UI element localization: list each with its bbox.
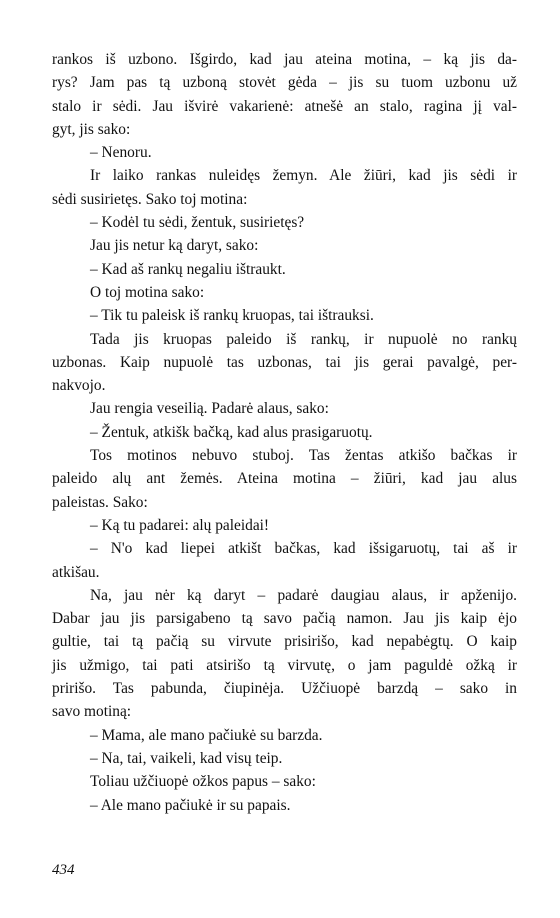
text-line: – Kad aš rankų negaliu ištraukt. xyxy=(90,260,286,278)
text-line: O toj motina sako: xyxy=(90,283,205,301)
text-line: stalo ir sėdi. Jau išvirė vakarienė: atnešė an stalo, ragina jį val- xyxy=(52,97,517,115)
text-line: paleido alų ant žemės. Ateina motina – žiūri, kad jau alus xyxy=(52,470,517,488)
text-line: – Mama, ale mano pačiukė su barzda. xyxy=(90,726,323,744)
text-line: Tos motinos nebuvo stuboj. Tas žentas atkišo bačkas ir xyxy=(90,447,517,465)
page-body xyxy=(52,48,517,817)
text-line: – Ale mano pačiukė ir su papais. xyxy=(90,796,291,814)
text-line: savo motiną: xyxy=(52,703,132,721)
text-line: Jau rengia veseilią. Padarė alaus, sako: xyxy=(90,400,329,418)
text-line: pririšo. Tas pabunda, čiupinėja. Užčiuopė barzdą – sako in xyxy=(52,680,517,698)
text-line: gultie, tai tą pačią su virvute prisirišo, kad nepabėgtų. O kaip xyxy=(52,633,517,651)
text-line: sėdi susirietęs. Sako toj motina: xyxy=(52,190,248,208)
text-line: Jau jis netur ką daryt, sako: xyxy=(90,237,259,255)
text-line: – Tik tu paleisk iš rankų kruopas, tai ištrauksi. xyxy=(90,307,374,325)
text-line: jis užmigo, tai pati atsirišo tą virvutę, o jam paguldė ožką ir xyxy=(52,656,517,674)
text-line: – Na, tai, vaikeli, kad visų teip. xyxy=(90,749,283,767)
page-number: 434 xyxy=(52,862,75,878)
text-line: paleistas. Sako: xyxy=(52,493,148,511)
text-line: gyt, jis sako: xyxy=(52,120,131,138)
text-line: nakvojo. xyxy=(52,377,106,395)
text-line: – Ką tu padarei: alų paleidai! xyxy=(90,516,270,534)
text-line: uzbonas. Kaip nupuolė tas uzbonas, tai jis gerai pavalgė, per- xyxy=(52,353,517,371)
text-line: – Nenoru. xyxy=(90,144,152,162)
text-line: rankos iš uzbono. Išgirdo, kad jau ateina motina, – ką jis da- xyxy=(52,51,517,68)
text-line: Dabar jau jis parsigabeno tą savo pačią namon. Jau jis kaip ėjo xyxy=(52,610,517,628)
text-line: Na, jau nėr ką daryt – padarė daugiau alaus, ir apženijo. xyxy=(90,586,517,604)
text-line: – Kodėl tu sėdi, žentuk, susirietęs? xyxy=(90,214,305,232)
text-line: Toliau užčiuopė ožkos papus – sako: xyxy=(90,773,316,791)
text-line: – Žentuk, atkišk bačką, kad alus prasigaruotų. xyxy=(90,423,373,441)
text-line: atkišau. xyxy=(52,563,100,581)
text-line: rys? Jam pas tą uzboną stovėt gėda – jis su tuom uzbonu už xyxy=(52,74,517,92)
text-line: – N'o kad liepei atkišt bačkas, kad išsigaruotų, tai aš ir xyxy=(90,540,517,558)
text-line: Ir laiko rankas nuleidęs žemyn. Ale žiūri, kad jis sėdi ir xyxy=(90,167,517,185)
text-line: Tada jis kruopas paleido iš rankų, ir nupuolė no rankų xyxy=(90,330,517,348)
